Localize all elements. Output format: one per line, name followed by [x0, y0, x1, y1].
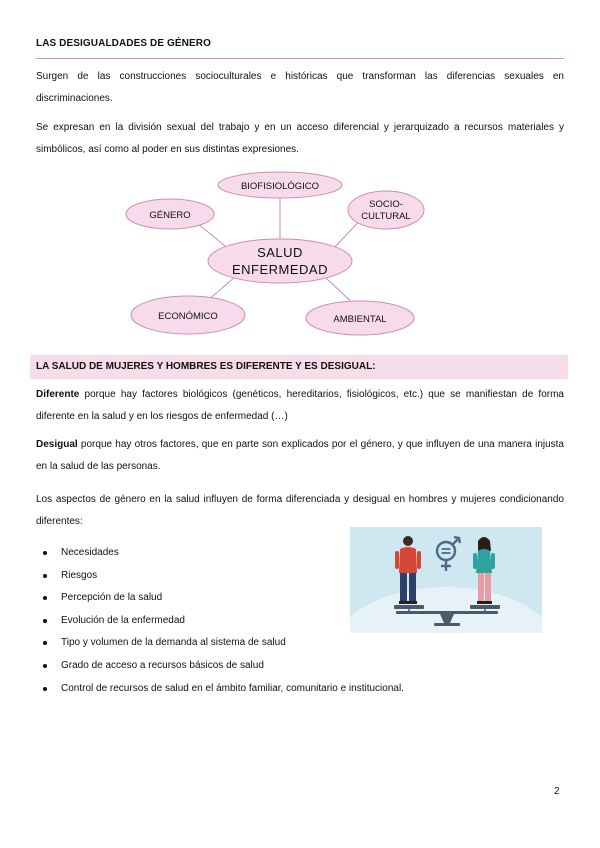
node-socio-cultural [348, 191, 424, 229]
heading-underline [36, 58, 564, 59]
paragraph-desigual [36, 434, 564, 478]
list-item: Riesgos [36, 565, 496, 588]
paragraph-origin: Surgen de las construcciones socioculturales e históricas que transforman las diferencias sexuales en discriminaciones. [36, 71, 564, 104]
health-factors-diagram [110, 170, 450, 350]
label-cultural: CULTURAL [361, 211, 411, 222]
list-item: Necesidades [36, 542, 496, 565]
label-genero: GÉNERO [149, 210, 191, 221]
section2-heading: LA SALUD DE MUJERES Y HOMBRES ES DIFERENTE Y ES DESIGUAL: [36, 361, 376, 372]
label-socio: SOCIO- [369, 199, 403, 210]
label-ambiental: AMBIENTAL [333, 314, 387, 325]
paragraph-diferente [36, 384, 564, 428]
list-item: Control de recursos de salud en el ámbito familiar, comunitario e institucional. [36, 678, 496, 701]
paragraph-expression: Se expresan en la división sexual del trabajo y en un acceso diferencial y jerarquizado a recursos materiales y simbólicos, así como al poder en sus distintas expresiones. [36, 122, 564, 155]
section-heading: LAS DESIGUALDADES DE GÉNERO [36, 38, 211, 49]
label-enfermedad: ENFERMEDAD [231, 262, 329, 277]
page-number: 2 [554, 786, 560, 797]
list-item: Evolución de la enfermedad [36, 610, 496, 633]
paragraph-intro: Los aspectos de género en la salud influyen de forma diferenciada y desigual en hombres y mujeres condicionando diferentes: [36, 494, 564, 527]
text-desigual: porque hay otros factores, que en parte son explicados por el género, y que influyen de una manera injusta en la salud de las personas. [36, 439, 564, 472]
term-diferente: Diferente [36, 389, 80, 400]
text-diferente: porque hay factores biológicos (genéticos, hereditarios, fisiológicos, etc.) que se manifiestan de forma diferente en la salud y en los riesgos de enfermedad (…) [36, 389, 564, 422]
gender-balance-illustration [350, 527, 542, 633]
list-item: Grado de acceso a recursos básicos de salud [36, 655, 496, 678]
label-economico: ECONÓMICO [158, 311, 218, 322]
list-item: Percepción de la salud [36, 587, 496, 610]
label-biofisiologico: BIOFISIOLÓGICO [240, 181, 320, 192]
term-desigual: Desigual [36, 439, 78, 450]
label-salud: SALUD [257, 245, 303, 260]
list-item: Tipo y volumen de la demanda al sistema de salud [36, 632, 496, 655]
